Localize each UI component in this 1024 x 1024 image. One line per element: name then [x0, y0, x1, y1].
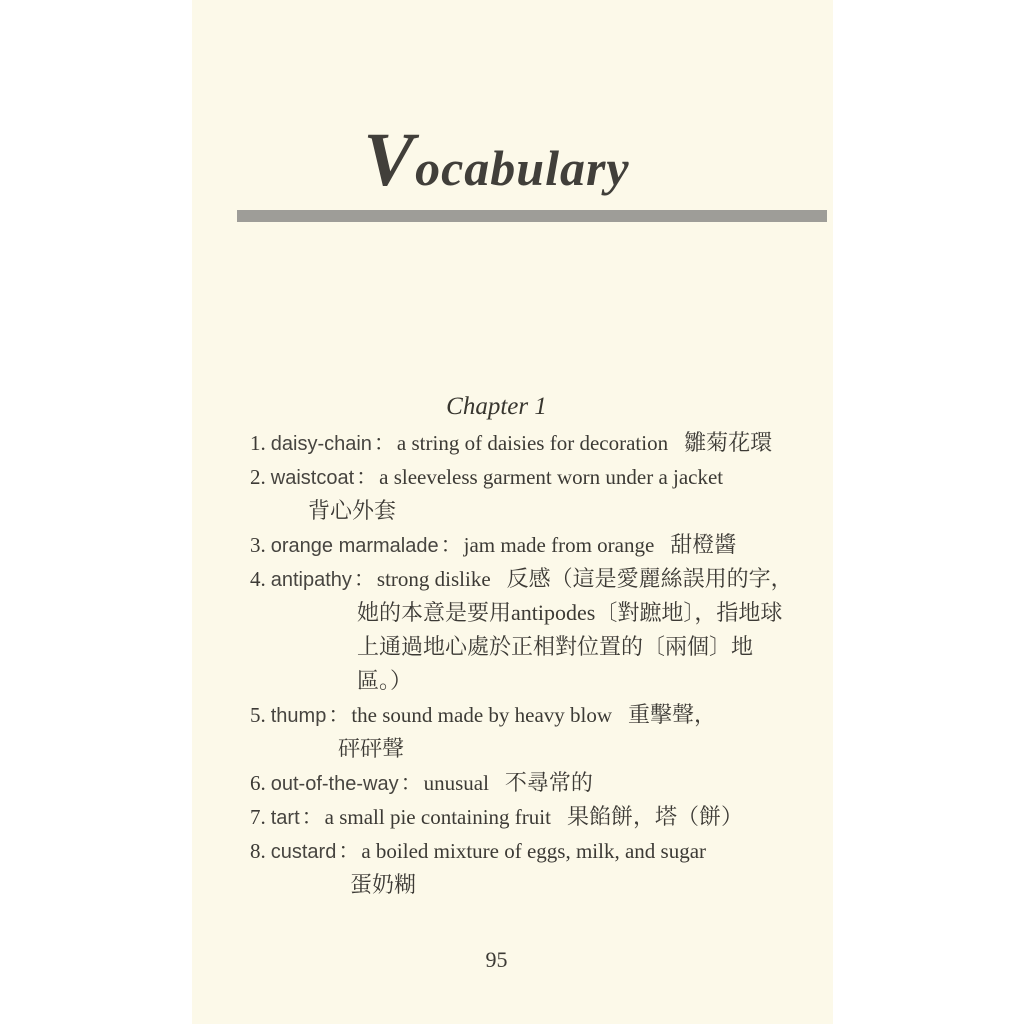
item-number: 6.	[250, 771, 266, 795]
item-number: 3.	[250, 533, 266, 557]
book-page	[192, 0, 833, 1024]
vocab-item-6	[250, 766, 810, 800]
colon-separator: ：	[353, 567, 375, 591]
vocab-item-7	[250, 800, 810, 834]
vocab-item-4-continuation	[357, 664, 810, 698]
headword: antipathy	[270, 569, 352, 591]
vocab-item-8	[250, 834, 810, 868]
gloss-zh: 雛菊花環	[684, 430, 773, 455]
gloss-zh: 區。）	[357, 668, 413, 693]
headword: daisy-chain	[270, 433, 372, 455]
vocab-item-2	[250, 460, 810, 494]
item-number: 1.	[250, 431, 266, 455]
definition-en: jam made from orange	[463, 533, 655, 557]
vocab-item-4	[250, 562, 810, 596]
vocab-item-4-continuation	[357, 630, 810, 664]
vocab-item-2-continuation	[308, 494, 810, 528]
headword: out-of-the-way	[270, 773, 399, 795]
colon-separator: ：	[328, 703, 350, 727]
gloss-zh: 她的本意是要用antipodes〔對蹠地〕，指地球	[357, 600, 783, 625]
definition-en: the sound made by heavy blow	[351, 703, 613, 727]
vocab-list	[250, 426, 810, 902]
gloss-zh: 背心外套	[308, 498, 397, 523]
title-divider-bar	[237, 210, 827, 222]
colon-separator: ：	[440, 533, 462, 557]
colon-separator: ：	[373, 431, 395, 455]
headword: waistcoat	[270, 467, 355, 489]
item-number: 4.	[250, 567, 266, 591]
page-title	[192, 118, 833, 202]
definition-en: a small pie containing fruit	[324, 805, 551, 829]
gloss-zh: 果餡餅，塔（餅）	[566, 804, 743, 829]
vocab-item-8-continuation	[350, 868, 810, 902]
headword: tart	[270, 807, 300, 829]
gloss-zh: 不尋常的	[504, 770, 593, 795]
definition-en: a sleeveless garment worn under a jacket	[379, 465, 724, 489]
item-number: 2.	[250, 465, 266, 489]
gloss-zh: 蛋奶糊	[350, 872, 417, 897]
colon-separator: ：	[400, 771, 422, 795]
definition-en: strong dislike	[376, 567, 491, 591]
vocab-item-4-continuation	[357, 596, 810, 630]
definition-en: a boiled mixture of eggs, milk, and sugar	[361, 839, 707, 863]
colon-separator: ：	[338, 839, 360, 863]
headword: custard	[270, 841, 337, 863]
vocab-item-5	[250, 698, 810, 732]
headword: orange marmalade	[270, 535, 439, 557]
chapter-heading: Chapter 1	[446, 393, 547, 420]
colon-separator: ：	[301, 805, 323, 829]
gloss-zh: 反感（這是愛麗絲誤用的字，	[506, 566, 793, 591]
headword: thump	[270, 705, 327, 727]
gloss-zh: 甜橙醬	[670, 532, 737, 557]
gloss-zh: 上通過地心處於正相對位置的〔兩個〕地	[357, 634, 754, 659]
vocab-item-1	[250, 426, 810, 460]
page-number: 95	[485, 947, 508, 972]
definition-en: a string of daisies for decoration	[396, 431, 669, 455]
vocab-item-5-continuation	[338, 732, 810, 766]
title-rest: ocabulary	[415, 140, 630, 196]
colon-separator: ：	[356, 465, 378, 489]
item-number: 5.	[250, 703, 266, 727]
vocab-item-3	[250, 528, 810, 562]
gloss-zh: 砰砰聲	[338, 736, 405, 761]
title-initial-letter: V	[363, 118, 416, 202]
gloss-zh: 重擊聲，	[628, 702, 717, 727]
item-number: 7.	[250, 805, 266, 829]
definition-en: unusual	[423, 771, 489, 795]
item-number: 8.	[250, 839, 266, 863]
